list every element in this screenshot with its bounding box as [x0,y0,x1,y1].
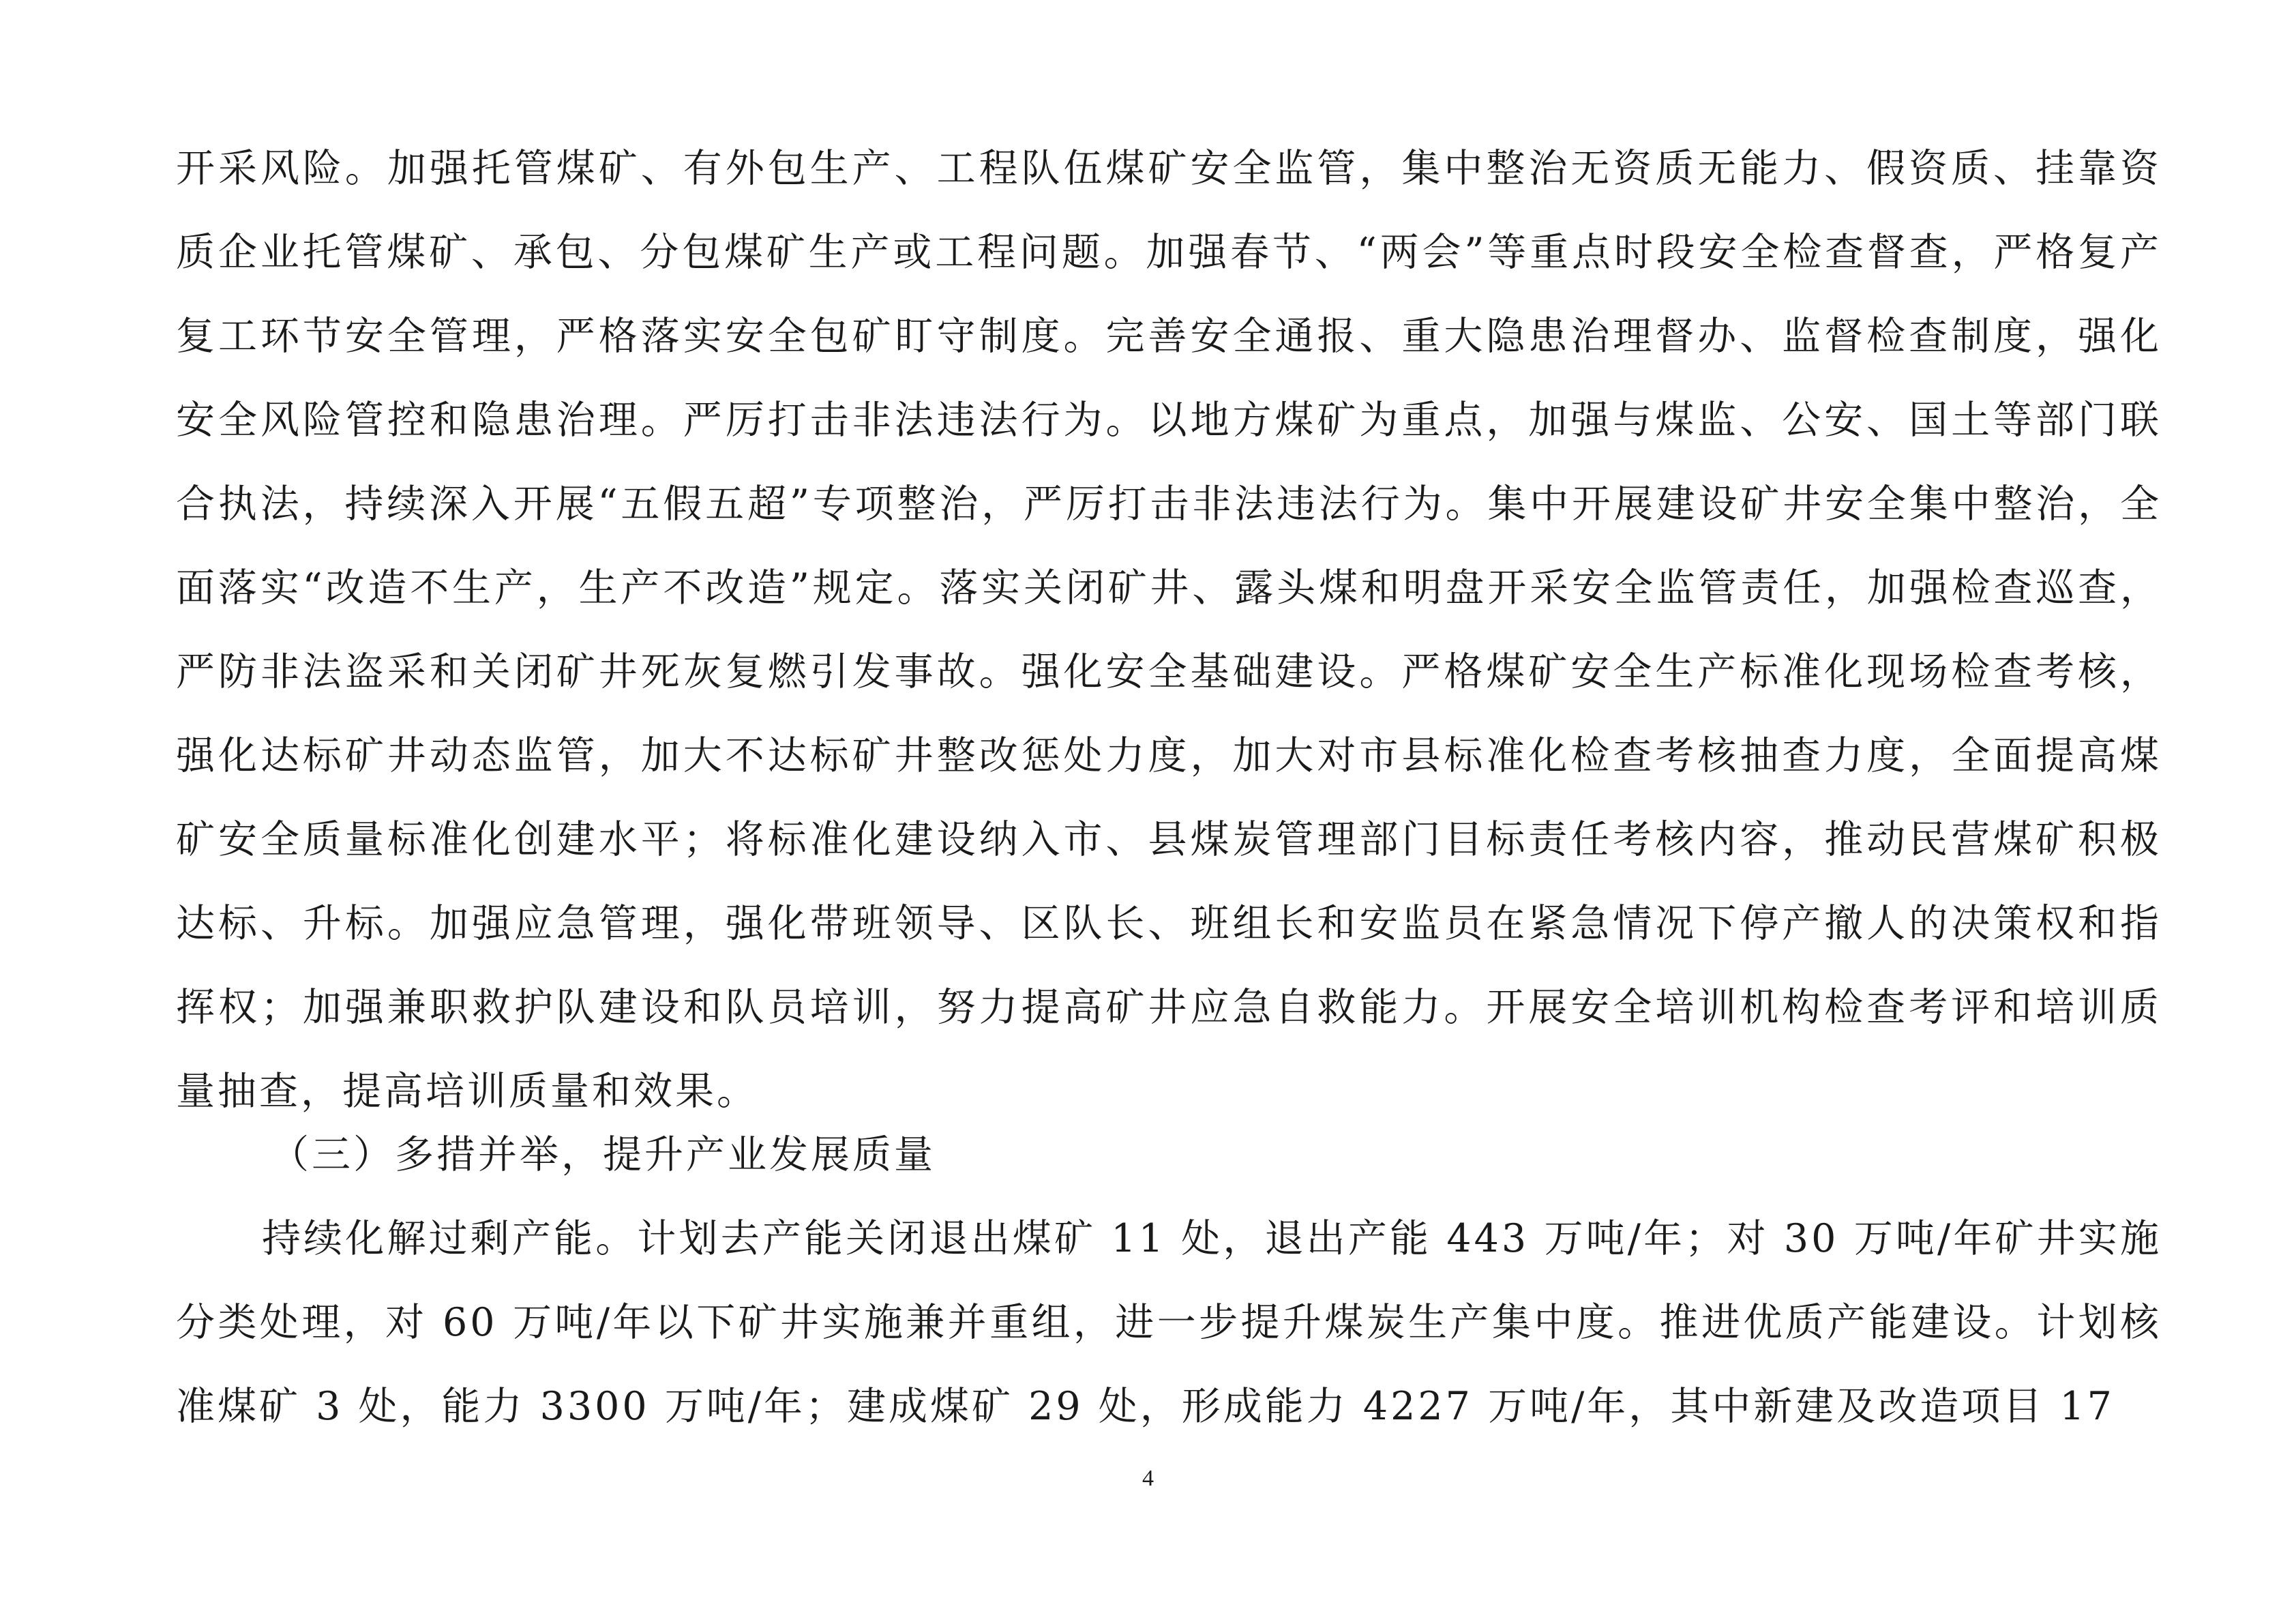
body-paragraph-safety-supervision: 开采风险。加强托管煤矿、有外包生产、工程队伍煤矿安全监管，集中整治无资质无能力、假资质、挂靠资质企业托管煤矿、承包、分包煤矿生产或工程问题。加强春节、“两会”等重点时段安全检查督查，严格复产复工环节安全管理，严格落实安全包矿盯守制度。完善安全通报、重大隐患治理督办、监督检查制度，强化安全风险管控和隐患治理。严厉打击非法违法行为。以地方煤矿为重点，加强与煤监、公安、国土等部门联合执法，持续深入开展“五假五超”专项整治，严厉打击非法违法行为。集中开展建设矿井安全集中整治，全面落实“改造不生产，生产不改造”规定。落实关闭矿井、露头煤和明盘开采安全监管责任，加强检查巡查，严防非法盗采和关闭矿井死灰复燃引发事故。强化安全基础建设。严格煤矿安全生产标准化现场检查考核，强化达标矿井动态监管，加大不达标矿井整改惩处力度，加大对市县标准化检查考核抽查力度，全面提高煤矿安全质量标准化创建水平；将标准化建设纳入市、县煤炭管理部门目标责任考核内容，推动民营煤矿积极达标、升标。加强应急管理，强化带班领导、区队长、班组长和安监员在紧急情况下停产撤人的决策权和指挥权；加强兼职救护队建设和队员培训，努力提高矿井应急自救能力。开展安全培训机构检查考评和培训质量抽查，提高培训质量和效果。 [176,146,2162,1114]
page-number: 4 [1142,1466,1154,1491]
body-paragraph-capacity: 持续化解过剩产能。计划去产能关闭退出煤矿 11 处，退出产能 443 万吨/年；对 30 万吨/年矿井实施分类处理，对 60 万吨/年以下矿井实施兼并重组，进一步提升煤炭生产集中度。推进优质产能建设。计划核准煤矿 3 处，能力 3300 万吨/年；建成煤矿 29 处，形成能力 4227 万吨/年，其中新建及改造项目 17 [176,1216,2162,1429]
section-heading: （三）多措并举，提升产业发展质量 [270,1132,936,1177]
